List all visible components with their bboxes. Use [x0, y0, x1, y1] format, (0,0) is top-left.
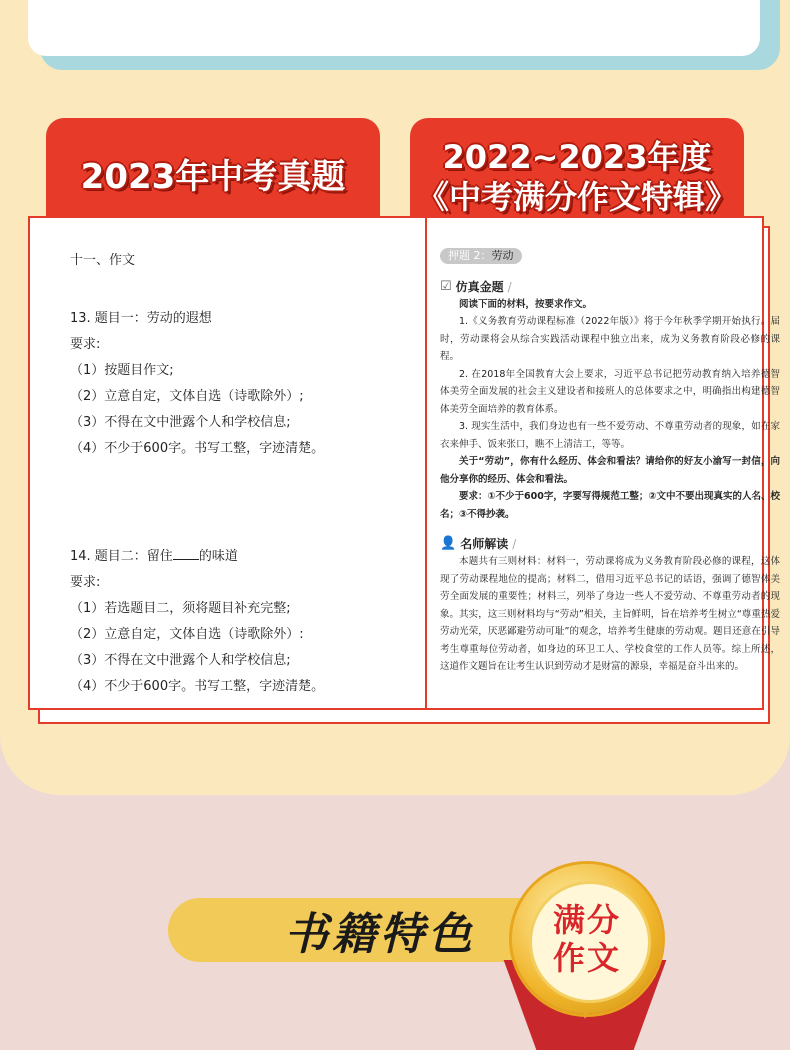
topic-pill — [440, 248, 522, 264]
teacher-analysis: 本题共有三则材料：材料一，劳动课将成为义务教育阶段必修的课程，这体现了劳动课程地位的提高；材料二，借用习近平总书记的话语，强调了德智体美劳全面发展的重要性；材料三，列举了身边一些人不爱劳动、不尊重劳动者的现象。其实，这三则材料均与“劳动”相关，主旨鲜明，旨在培养考生树立“尊重热爱劳动光荣，厌恶鄙避劳动可耻”的观念，培养考生健康的劳动观。题目还意在引导考生尊重每位劳动者，如身边的环卫工人、学校食堂的工作人员等。综上所述，这道作文题旨在让考生认识到劳动才是财富的源泉，幸福是奋斗出来的。 — [440, 556, 780, 672]
q14-item: （3）不得在文中泄露个人和学校信息; — [70, 653, 291, 668]
pill-label: 押题 2： — [448, 249, 492, 262]
section-teacher-heading — [440, 535, 780, 553]
slash-decoration: / — [507, 279, 512, 294]
tab-left-label: 2023年中考真题 — [80, 156, 346, 197]
tab-right-line2: 《中考满分作文特辑》 — [416, 178, 737, 216]
fill-blank — [173, 545, 199, 560]
material-3: 3. 现实生活中，我们身边也有一些不爱劳动、不尊重劳动者的现象，如在家衣来伸手、饭来张口，瞧不上清洁工，等等。 — [440, 421, 780, 450]
writing-prompt: 关于“劳动”，你有什么经历、体会和看法？请给你的好友小渝写一封信，向他分享你的经历、体会和看法。 — [440, 456, 780, 485]
pill-topic: 劳动 — [491, 249, 514, 262]
page-divider — [425, 218, 427, 708]
material-1: 1.《义务教育劳动课程标准（2022年版）》将于今年秋季学期开始执行。届时，劳动课将会从综合实践活动课程中独立出来，成为义务教育阶段必修的课程。 — [440, 316, 780, 362]
person-icon: 👤 — [440, 536, 457, 551]
section2-label: 名师解读 — [460, 537, 509, 551]
tab-2023-exam — [46, 118, 380, 228]
writing-requirement: 要求：①不少于600字，字要写得规范工整；②文中不要出现真实的人名、校名；③不得抄袭。 — [440, 491, 780, 520]
checkbox-icon: ☑ — [440, 278, 452, 294]
award-seal-text — [529, 881, 645, 997]
seal-line2: 作文 — [552, 939, 621, 977]
left-heading: 十一、作文 — [70, 253, 136, 268]
left-page — [70, 248, 410, 700]
q14-title-end: 的味道 — [198, 549, 238, 564]
q14-title-start: 14. 题目二：留住 — [70, 549, 173, 564]
q14-requirement: 要求: — [70, 575, 101, 590]
q13-item: （2）立意自定，文体自选（诗歌除外）; — [70, 389, 304, 404]
q13-requirement: 要求: — [70, 337, 101, 352]
top-card — [28, 0, 760, 56]
seal-line1: 满分 — [552, 901, 621, 939]
tab-special-edition — [410, 118, 744, 232]
feature-label: 书籍特色 — [284, 909, 476, 960]
q14-item: （1）若选题目二，须将题目补充完整; — [70, 601, 291, 616]
material-2: 2. 在2018年全国教育大会上要求，习近平总书记把劳动教育纳入培养德智体美劳全面发展的社会主义建设者和接班人的总体要求之中，明确指出构建德智体美劳全面培养的教育体系。 — [440, 368, 780, 415]
section-simulation-heading — [440, 278, 780, 296]
document-spread — [28, 216, 780, 710]
q13-title: 13. 题目一：劳动的遐想 — [70, 311, 212, 326]
q13-item: （1）按题目作文; — [70, 363, 174, 378]
intro-text: 阅读下面的材料，按要求作文。 — [459, 298, 593, 310]
q13-item: （3）不得在文中泄露个人和学校信息; — [70, 415, 291, 430]
section1-label: 仿真金题 — [455, 279, 504, 294]
right-page — [440, 248, 780, 676]
q13-item: （4）不少于600字。书写工整，字迹清楚。 — [70, 441, 325, 456]
q14-item: （4）不少于600字。书写工整，字迹清楚。 — [70, 679, 325, 694]
q14-title — [70, 544, 410, 570]
tab-right-line1: 2022~2023年度 — [442, 138, 712, 176]
slash-decoration: / — [512, 537, 517, 551]
q14-item: （2）立意自定，文体自选（诗歌除外）: — [70, 627, 304, 642]
